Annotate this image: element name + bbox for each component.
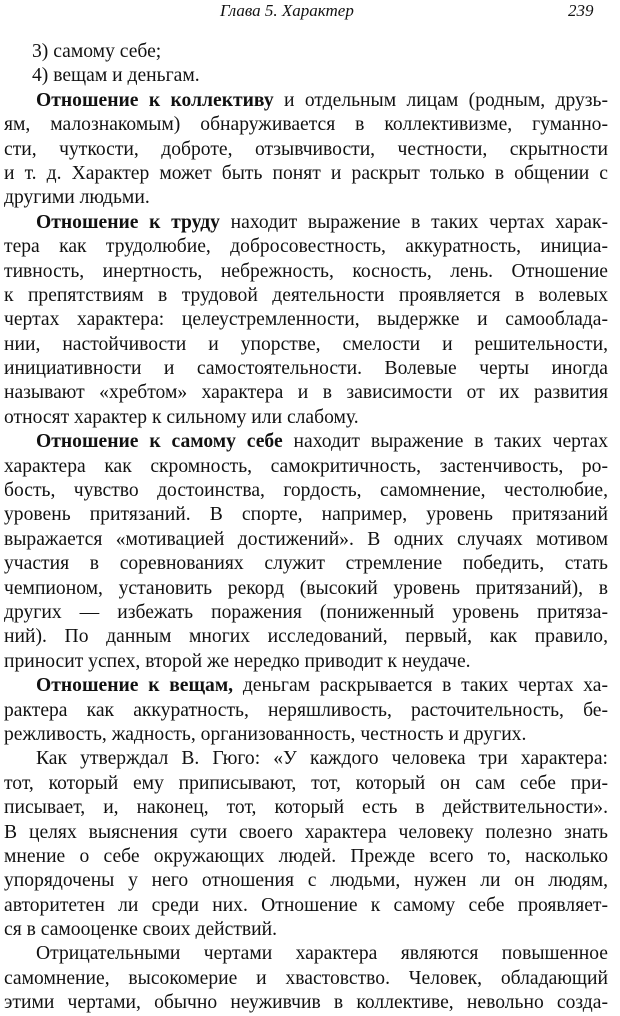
term-collective: Отношение к коллективу	[36, 89, 274, 111]
paragraph-line: упорядочены у него отношения с людьми, нужен ли он людям,	[4, 870, 608, 892]
list-item: 3) самому себе;	[32, 41, 162, 62]
paragraph-line: режливость, жадность, организованность, честность и других.	[4, 723, 527, 745]
paragraph-line: других — избежать поражения (пониженный уровень притяза-	[4, 601, 608, 623]
running-header	[0, 0, 620, 22]
term-self: Отношение к самому себе	[36, 431, 283, 453]
paragraph-line	[4, 674, 608, 698]
paragraph-line: Отрицательными чертами характера являются повышенное	[36, 943, 608, 965]
text-run: находит выражение в таких чертах	[282, 431, 608, 453]
paragraph-line	[4, 430, 608, 454]
paragraph-line: тот, который ему приписывают, тот, который он сам себе при-	[4, 772, 608, 794]
paragraph-line: этими чертами, обычно неуживчив в коллективе, невольно созда-	[4, 992, 608, 1014]
body-text	[4, 40, 608, 1016]
paragraph-line: ний). По данным многих исследований, первый, как правило,	[4, 626, 608, 648]
paragraph-line: бость, чувство достоинства, гордость, самомнение, честолюбие,	[4, 480, 608, 502]
paragraph-line: самомнение, высокомерие и хвастовство. Человек, обладающий	[4, 967, 608, 989]
paragraph-line: чемпионом, установить рекорд (высокий уровень притязаний), в	[4, 577, 608, 599]
paragraph-line: ся в самооценке своих действий.	[4, 919, 278, 941]
paragraph-line: относят характер к сильному или слабому.	[4, 406, 359, 428]
paragraph-line	[4, 211, 608, 235]
paragraph-line: нии, настойчивости и упорстве, смелости и решительности,	[4, 333, 608, 355]
paragraph-line: Как утверждал В. Гюго: «У каждого человека три характера:	[36, 748, 608, 770]
page-number: 239	[568, 1, 594, 20]
text-run: и отдельным лицам (родным, друзь-	[273, 89, 608, 111]
paragraph-line	[4, 89, 608, 113]
paragraph-line: называют «хребтом» характера и в зависимости от их развития	[4, 382, 608, 404]
paragraph-line: участия в соревнованиях служит стремление победить, стать	[4, 553, 608, 575]
paragraph-line: уровень притязаний. В спорте, например, уровень притязаний	[4, 504, 608, 526]
paragraph-line: тера как трудолюбие, добросовестность, аккуратность, инициа-	[4, 236, 608, 258]
paragraph-line: к препятствиям в трудовой деятельности проявляется в волевых	[4, 284, 608, 306]
text-run: находит выражение в таких чертах харак-	[219, 211, 608, 233]
paragraph-line: инициативности и самостоятельности. Волевые черты иногда	[4, 358, 608, 380]
term-things: Отношение к вещам,	[36, 675, 234, 697]
term-labour: Отношение к труду	[36, 211, 220, 233]
paragraph-line: писывает, и, наконец, тот, который есть в действительности».	[4, 797, 608, 819]
paragraph-line: тивность, инертность, небрежность, косность, лень. Отношение	[4, 260, 608, 282]
paragraph-line: сти, чуткости, доброте, отзывчивости, честности, скрытности	[4, 138, 608, 160]
paragraph-line: и т. д. Характер может быть понят и раскрыт только в общении с	[4, 162, 608, 184]
chapter-title: Глава 5. Характер	[220, 1, 354, 20]
paragraph-line: ям, малознакомым) обнаруживается в коллективизме, гуманно-	[4, 114, 608, 136]
paragraph-line: приносит успех, второй же нередко приводит к неудаче.	[4, 650, 471, 672]
paragraph-line: мнение о себе окружающих людей. Прежде всего то, насколько	[4, 845, 608, 867]
text-run: деньгам раскрывается в таких чертах ха-	[233, 675, 608, 697]
paragraph-line: рактера как аккуратность, неряшливость, расточительность, бе-	[4, 699, 608, 721]
paragraph-line: другими людьми.	[4, 187, 150, 209]
paragraph-line: характера как скромность, самокритичность, застенчивость, ро-	[4, 455, 608, 477]
paragraph-line: выражается «мотивацией достижений». В одних случаях мотивом	[4, 528, 608, 550]
paragraph-line: авторитетен ли среди них. Отношение к самому себе проявляет-	[4, 894, 608, 916]
list-item: 4) вещам и деньгам.	[32, 65, 200, 87]
paragraph-line: В целях выяснения сути своего характера человеку полезно знать	[4, 821, 608, 843]
paragraph-line: чертах характера: целеустремленности, выдержке и самооблада-	[4, 309, 608, 331]
